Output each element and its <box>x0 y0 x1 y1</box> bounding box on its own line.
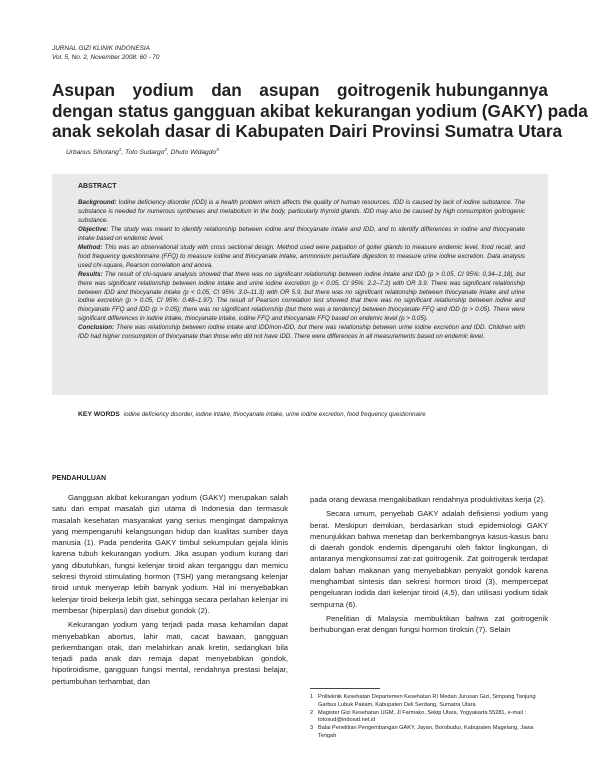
section-heading: PENDAHULUAN <box>52 475 107 482</box>
abstract-heading: ABSTRACT <box>78 183 117 190</box>
abstract-paragraph <box>78 226 525 244</box>
body-paragraph: Secara umum, penyebab GAKY adalah defisiensi yodium yang berat. Meskipun demikian, berdasarkan studi epidemiologi GAKY menunjukkan bahwa menetap dan berkembangnya kasus-kasus baru di daerah gondok endemis dipengaruhi oleh faktor lingkungan, di antaranya mengkonsumsi zat-zat goitrogenik. Zat goitrogenik terdapat dalam bahan makanan yang menyebabkan penyakit gondok karena menghambat sintesis dan sekresi hormon tiroid (3), mempercepat pengeluaran iodida dari kelenjar tiroid (4,5), dan utilisasi yodium tidak sempurna (6). <box>310 509 548 609</box>
journal-volume: Vol. 5, No. 2, November 2008: 60 - 70 <box>52 54 160 61</box>
title-line-1 <box>52 80 548 101</box>
journal-header <box>52 44 159 62</box>
body-column-left <box>52 492 288 690</box>
title-line-3: anak sekolah dasar di Kabupaten Dairi Provinsi Sumatra Utara <box>52 121 563 141</box>
abstract-paragraph <box>78 244 525 271</box>
author-affiliation-mark: 3 <box>216 146 219 152</box>
abstract-text: The study was meant to identify relationship between iodine and thiocyanate intake and IDD, and to identify differences in iodine and thiocyanate intake based on endemic level. <box>78 225 525 242</box>
abstract-paragraph <box>78 324 525 342</box>
abstract-paragraph <box>78 199 525 226</box>
footnote <box>310 694 548 709</box>
author-name: Toto Sudargo <box>125 149 165 156</box>
author-list: Urbanus Sihotang$^1$, Toto Sudargo$^2$, Dhuto Widagdo$^3$ <box>66 146 219 156</box>
body-paragraph: Penelitian di Malaysia membuktikan bahwa zat goitrogenik berhubungan erat dengan fungsi hormon tiroksin (7). Selain <box>310 613 548 635</box>
author-affiliation-mark: 2 <box>164 146 167 152</box>
article-title <box>52 80 588 142</box>
footnote-divider <box>310 688 380 689</box>
author-name: Dhuto Widagdo <box>170 149 217 156</box>
keywords-text: iodine deficiency disorder, iodine intake, thiocyanate intake, urine iodine excretion, food frequency questionnaire <box>123 411 426 418</box>
footnote-mark: 1 <box>310 694 314 700</box>
journal-name: JURNAL GIZI KLINIK INDONESIA <box>52 45 150 52</box>
title-word: Asupan <box>52 80 116 100</box>
abstract-text: Iodine deficiency disorder (IDD) is a health problem which affects the quality of human resources. IDD is caused by lack of iodine substance. The substance is needed for numerous syntheses and metabolism in the body, particularly thyroid glands. IDD may also be caused by high consumption goitrogenic substance. <box>78 199 525 224</box>
abstract-body <box>78 199 525 342</box>
title-word: goitrogenik hubungannya <box>336 80 548 100</box>
footnote <box>310 725 548 740</box>
abstract-text: The result of chi-square analysis showed that there was no significant relationship between iodine intake and IDD (p > 0.05, CI 95%: 0,34–1,18), but there was significant relationship between iodine intake and urine iodine excretion (p < 0.05, CI 95%: 2.2–7.2) with OR 3.9. There was significant relationship between IDD and thiocyanate intake (p < 0.05, CI 95%: 3.0–11.3) with OR 5.9, but there was no significant relationship between thiocyanate intake and urine iodine excretion (p > 0.05, CI 95%: 0.48–1.97). The result of Pearson correlation test showed that there was no significant relationship between iodine and thiocyanate FFQ and IDD (p > 0.05); there was no significant relationship (but there was a tendency) between thiocyanate FFQ and IDD (p > 0.05). There were significant differences in iodine intake, thiocyanate intake, iodine FFQ and thiocyanate FFQ based on endemic level (p > 0.05). <box>78 270 525 323</box>
abstract-label: Conclusion: <box>78 324 115 332</box>
body-column-right <box>310 494 548 639</box>
footnote-mark: 2 <box>310 709 314 716</box>
footnotes <box>310 694 548 741</box>
abstract-paragraph <box>78 271 525 325</box>
footnote-text: Balai Penelitian Pengembangan GAKY, Jayan, Borobudur, Kabupaten Magelang, Jawa Tengah <box>318 725 534 739</box>
keywords <box>78 410 548 419</box>
footnote <box>310 710 548 725</box>
body-paragraph: pada orang dewasa mengakibatkan rendahnya produktivitas kerja (2). <box>310 495 546 504</box>
abstract-label: Background: <box>78 199 117 206</box>
abstract-text: This was an observational study with cross sectional design. Method used were palpation of goiter glands to measure endemic level, food recall, and food frequency questionnaire (FFQ) to measure iodine and thiocyanate intake, ammonium persulfate digestion to measure urine iodine excretion. Data analysis used chi-square, Pearson correlation and anova. <box>78 243 525 269</box>
body-paragraph: Kekurangan yodium yang terjadi pada masa kehamilan dapat menyebabkan abortus, lahir mati, cacat bawaan, gangguan perkembangan otak, dan melahirkan anak kretin, sedangkan bila terjadi pada anak dan remaja dapat menyebabkan gondok, hipotiroidisme, gangguan fungsi mental, rendahnya prestasi belajar, pertumbuhan terhambat, dan <box>52 620 288 686</box>
footnote-text: Politeknik Kesehatan Departemen Kesehatan RI Medan Jurusan Gizi, Simpang Tanjung Garbus Lubuk Pakam, Kabupaten Deli Serdang, Sumatra Utara <box>318 694 536 708</box>
title-word: asupan <box>259 80 320 100</box>
abstract-box <box>52 174 548 395</box>
abstract-text: There was relationship between iodine intake and IDD/non-IDD, but there was relationship between urine iodine excretion and IDD. Children with IDD had higher consumption of thiocyanate than those who did not have IDD. There were differences in all measurements based on endemic level. <box>78 324 525 341</box>
body-paragraph: Gangguan akibat kekurangan yodium (GAKY) merupakan salah satu dari empat masalah gizi utama di Indonesia dan termasuk masalah kesehatan masyarakat yang serius mengingat dampaknya yang mempengaruhi kelangsungan hidup dan kualitas sumber daya manusia (1). Pada penderita GAKY timbul sekumpulan gejala klinis karena tubuh kekurangan yodium. Jika asupan yodium kurang dari yang dibutuhkan, fungsi kelenjar tiroid akan terganggu dan memicu sekresi thyroid stimulating hormon (TSH) yang merangsang kelenjar tiroid untuk menyerap lebih banyak yodium. Hal ini menyebabkan kelenjar tiroid bekerja lebih giat, sehingga secara perlahan kelenjar ini membesar (hiperplasi) dan disebut gondok (2). <box>52 493 288 615</box>
keywords-label: KEY WORDS <box>78 411 120 418</box>
abstract-label: Method: <box>78 243 103 251</box>
abstract-label: Objective: <box>78 225 109 233</box>
footnote-text: Magister Gizi Kesehatan UGM, Jl Farmako, Sekip Utara, Yogyakarta 55281, e-mail : totosud@indosat.net.id <box>318 709 526 724</box>
abstract-label: Results: <box>78 270 103 278</box>
title-word: dan <box>211 80 242 100</box>
title-line-2: dengan status gangguan akibat kekurangan yodium (GAKY) pada <box>52 100 588 121</box>
title-word: yodium <box>132 80 194 100</box>
author-affiliation-mark: 1 <box>118 146 122 152</box>
footnote-mark: 3 <box>310 725 314 732</box>
author-name: Urbanus Sihotang <box>66 149 119 156</box>
